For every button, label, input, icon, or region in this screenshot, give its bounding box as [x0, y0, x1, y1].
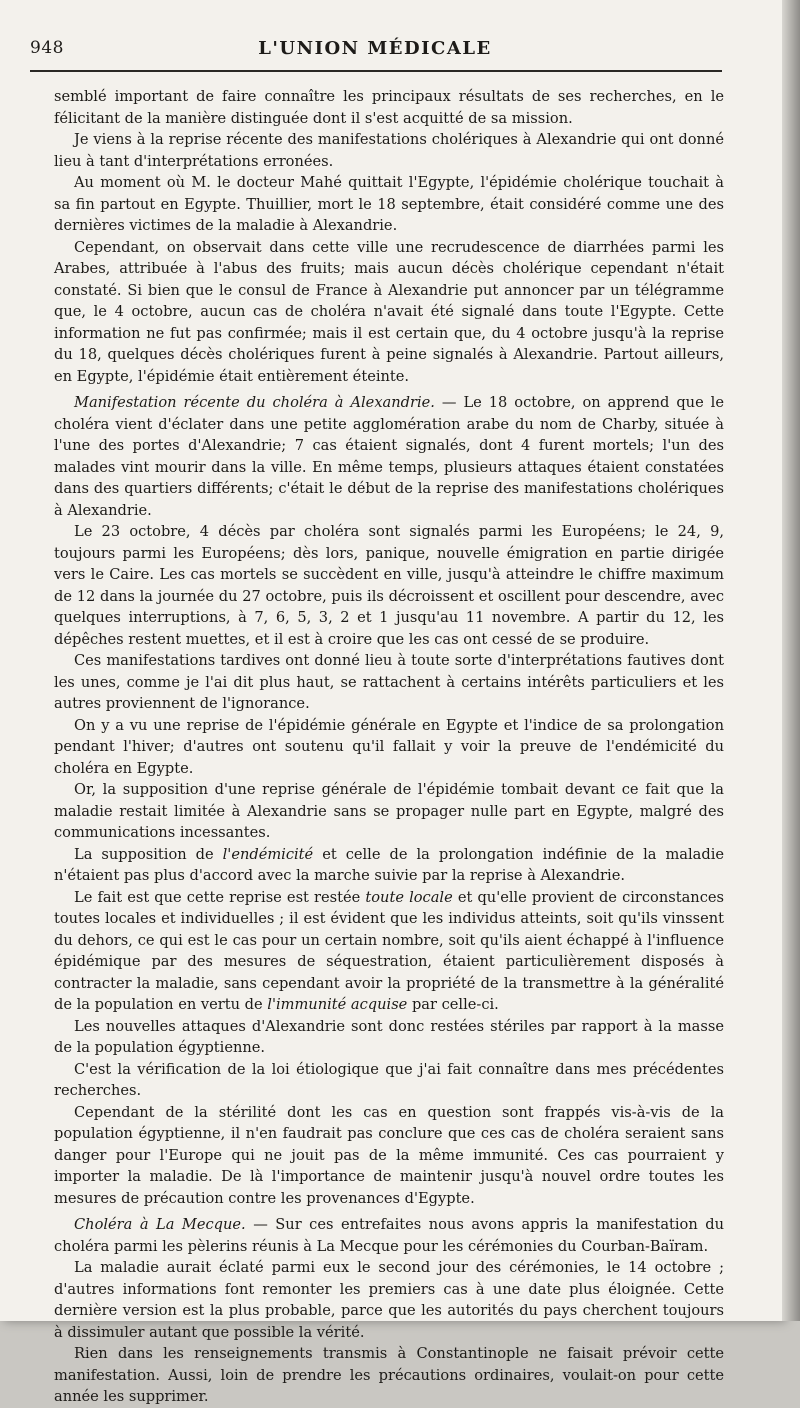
running-title: L'UNION MÉDICALE [258, 38, 492, 59]
paragraph-text: et celle de la prolongation indéfinie de la maladie n'étaient pas plus d'accord avec la marche suivie par la reprise à Alexandrie. [54, 845, 724, 884]
paragraph: Ces manifestations tardives ont donné lieu à toute sorte d'interprétations fautives dont les unes, comme je l'ai dit plus haut, se rattachent à certains intérêts particuliers et les autres proviennent de l'ignorance. [54, 652, 724, 712]
section-heading: Choléra à La Mecque. [74, 1216, 246, 1233]
paragraph: semblé important de faire connaître les principaux résultats de ses recherches, en le félicitant de la manière distinguée dont il s'est acquitté de sa mission. [54, 88, 724, 127]
paragraph: Le 23 octobre, 4 décès par choléra sont signalés parmi les Européens; le 24, 9, toujours parmi les Européens; dès lors, panique, nouvelle émigration en partie dirigée vers le Caire. Les cas mortels se succèdent en ville, jusqu'à atteindre le chiffre maximum de 12 dans la journée du 27 octobre, puis ils décroissent et oscillent pour descendre, avec quelques interruptions, à 7, 6, 5, 3, 2 et 1 jusqu'au 11 novembre. A partir du 12, les dépêches restent muettes, et il est à croire que les cas ont cessé de se produire. [54, 523, 724, 648]
paragraph: Or, la supposition d'une reprise générale de l'épidémie tombait devant ce fait que la maladie restait limitée à Alexandrie sans se propager nulle part en Egypte, malgré des communications incessantes. [54, 781, 724, 841]
emphasis: toute locale [365, 888, 453, 906]
paragraph-text: par celle-ci. [407, 996, 499, 1013]
paragraph: Au moment où M. le docteur Mahé quittait l'Egypte, l'épidémie cholérique touchait à sa fin partout en Egypte. Thuillier, mort le 18 septembre, était considéré comme une des dernières victimes de la maladie à Alexandrie. [54, 174, 724, 234]
paragraph: Rien dans les renseignements transmis à Constantinople ne faisait prévoir cette manifestation. Aussi, loin de prendre les précautions ordinaires, voulait-on pour cette année les supprimer. [54, 1345, 724, 1405]
paragraph: La maladie aurait éclaté parmi eux le second jour des cérémonies, le 14 octobre ; d'autres informations font remonter les premiers cas à une date plus éloignée. Cette dernière version est la plus probable, parce que les autorités du pays cherchent toujours à dissimuler autant que possible la vérité. [54, 1259, 724, 1341]
paragraph [54, 887, 724, 1016]
page-edge [782, 0, 800, 1321]
section-paragraph [54, 392, 724, 521]
section-text: — Sur ces entrefaites nous avons appris la manifestation du choléra parmi les pèlerins réunis à La Mecque pour les cérémonies du Courban-Baïram. [54, 1216, 724, 1255]
paragraph-text: La supposition de [74, 845, 223, 863]
article-body [54, 86, 724, 1408]
paragraph: Je viens à la reprise récente des manifestations cholériques à Alexandrie qui ont donné lieu à tant d'interprétations erronées. [54, 131, 724, 170]
paragraph [54, 844, 724, 887]
emphasis: l'endémicité [222, 845, 314, 863]
header-rule [30, 70, 722, 72]
section-paragraph [54, 1214, 724, 1257]
paragraph: Cependant, on observait dans cette ville une recrudescence de diarrhées parmi les Arabes, attribuée à l'abus des fruits; mais aucun décès cholérique cependant n'était constaté. Si bien que le consul de France à Alexandrie put annoncer par un télégramme que, le 4 octobre, aucun cas de choléra n'avait été signalé dans toute l'Egypte. Cette information ne fut pas confirmée; mais il est certain que, du 4 octobre jusqu'à la reprise du 18, quelques décès cholériques furent à peine signalés à Alexandrie. Partout ailleurs, en Egypte, l'épidémie était entièrement éteinte. [54, 238, 724, 385]
paragraph: Les nouvelles attaques d'Alexandrie sont donc restées stériles par rapport à la masse de la population égyptienne. [54, 1017, 724, 1056]
paragraph-text: Le fait est que cette reprise est restée [74, 888, 366, 906]
paragraph: Cependant de la stérilité dont les cas en question sont frappés vis-à-vis de la population égyptienne, il n'en faudrait pas conclure que ces cas de choléra seraient sans danger pour l'Europe qui ne jouit pas de la même immunité. Ces cas pourraient y importer la maladie. De là l'importance de maintenir jusqu'à nouvel ordre toutes les mesures de précaution contre les provenances d'Egypte. [54, 1103, 724, 1207]
paragraph: On y a vu une reprise de l'épidémie générale en Egypte et l'indice de sa prolongation pendant l'hiver; d'autres ont soutenu qu'il fallait y voir la preuve de l'endémicité du choléra en Egypte. [54, 716, 724, 777]
section-heading: Manifestation récente du choléra à Alexandrie. [74, 394, 435, 411]
section-text: — Le 18 octobre, on apprend que le choléra vient d'éclater dans une petite agglomération arabe du nom de Charby, située à l'une des portes d'Alexandrie; 7 cas étaient signalés, dont 4 furent mortels; l'un des malades vint mourir dans la ville. En même temps, plusieurs attaques étaient constatées dans des quartiers différents; c'était le début de la reprise des manifestations cholériques à Alexandrie. [54, 394, 724, 519]
page-header [30, 38, 720, 66]
emphasis: l'immunité acquise [267, 996, 408, 1013]
paragraph-text: et qu'elle provient de circonstances toutes locales et individuelles ; il est évident que les individus atteints, soit qu'ils vinssent du dehors, ce qui est le cas pour un certain nombre, soit qu'ils aient échappé à l'influence épidémique par des mesures de séquestration, étaient particulièrement disposés à contracter la maladie, sans cependant avoir la propriété de la transmettre à la généralité de la population en vertu de [54, 888, 724, 1013]
page-number: 948 [30, 38, 64, 58]
paragraph: C'est la vérification de la loi étiologique que j'ai fait connaître dans mes précédentes recherches. [54, 1060, 724, 1099]
